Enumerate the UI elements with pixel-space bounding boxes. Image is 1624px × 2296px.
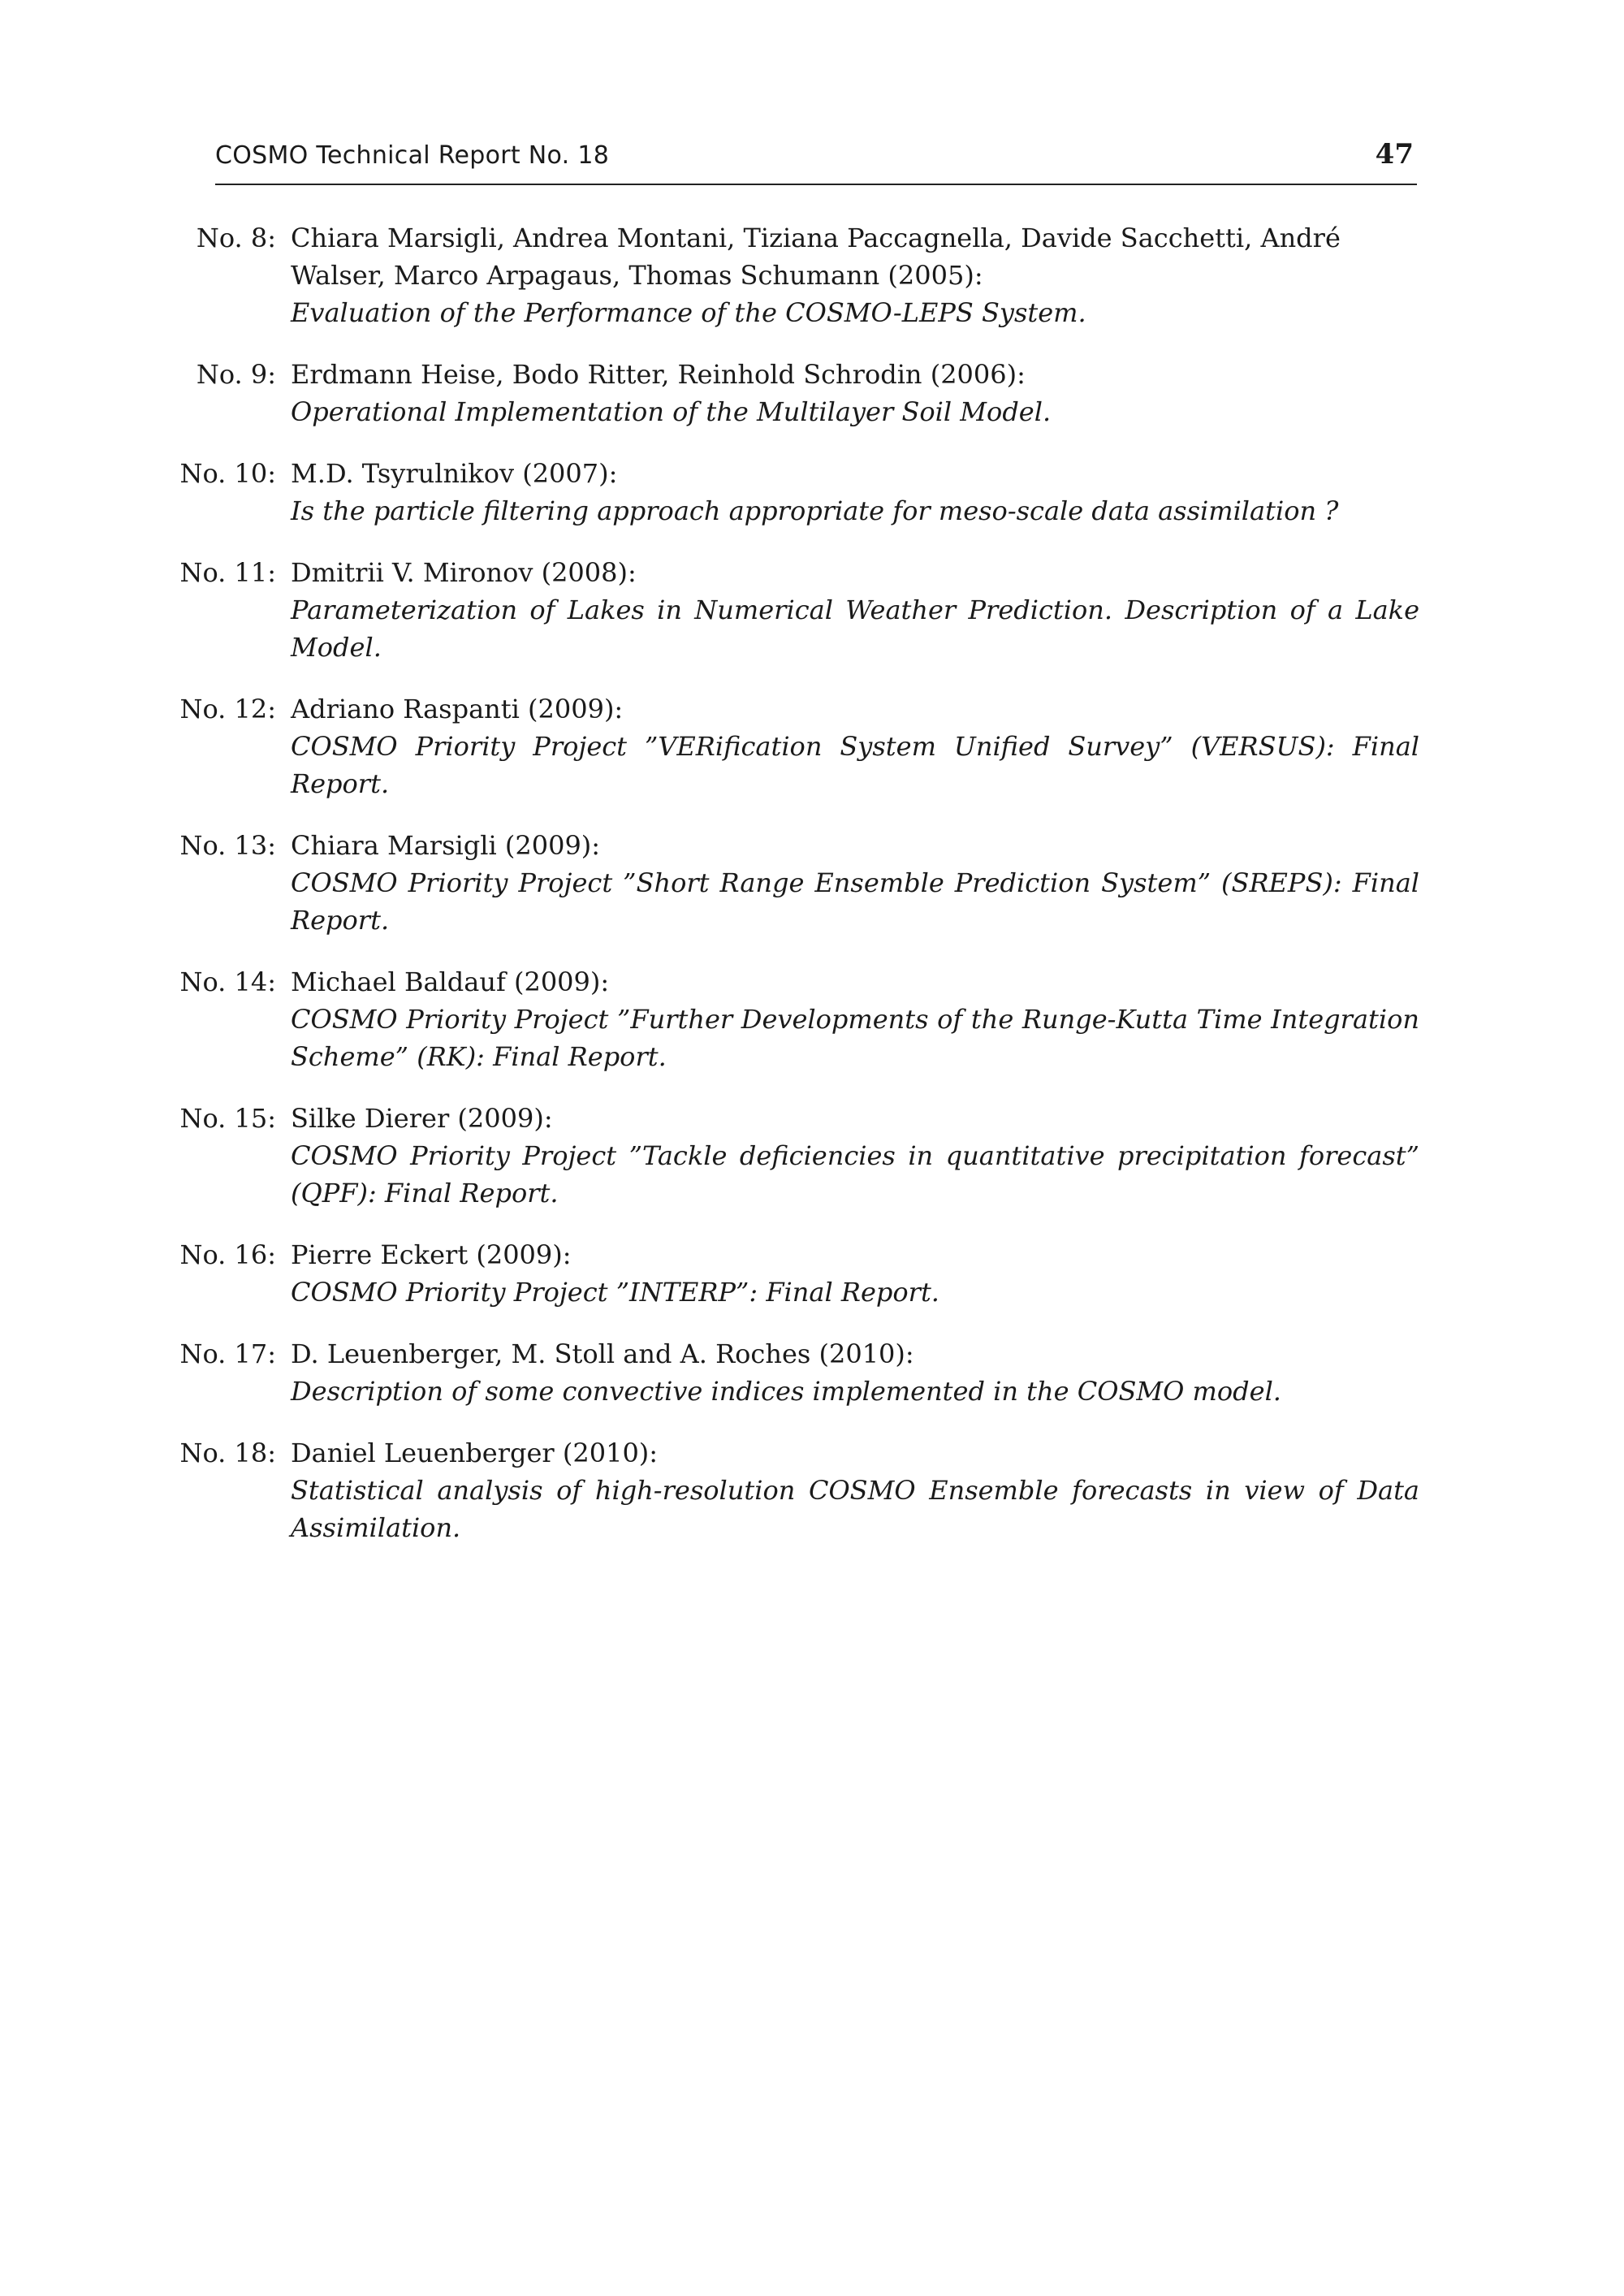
entry-body — [291, 690, 1419, 802]
running-header — [215, 138, 1417, 185]
entry-authors: Michael Baldauf (2009): — [291, 966, 610, 997]
entry-authors: Silke Dierer (2009): — [291, 1103, 553, 1134]
entry-body — [291, 356, 1419, 430]
entry-title: COSMO Priority Project ”Short Range Ensemble Prediction System” (SREPS): Final Report. — [291, 867, 1419, 936]
entry-number: No. 10: — [179, 458, 276, 489]
entry-authors: Adriano Raspanti (2009): — [291, 694, 624, 724]
entry-title: COSMO Priority Project ”VERification System Unified Survey” (VERSUS): Final Report. — [291, 731, 1419, 799]
entry-body — [291, 1335, 1419, 1410]
entry-body — [291, 1100, 1419, 1212]
entry-authors: Erdmann Heise, Bodo Ritter, Reinhold Schrodin (2006): — [291, 359, 1026, 390]
entry-authors: Dmitrii V. Mironov (2008): — [291, 557, 637, 588]
entry-title: Evaluation of the Performance of the COSMO-LEPS System. — [291, 297, 1086, 328]
entry-number: No. 14: — [179, 966, 276, 997]
entry-body — [291, 1236, 1419, 1311]
entry-title: COSMO Priority Project ”Further Developments of the Runge-Kutta Time Integration Scheme” (RK): Final Report. — [291, 1004, 1419, 1072]
entry-title: Parameterization of Lakes in Numerical Weather Prediction. Description of a Lake Model. — [291, 595, 1419, 663]
entry-authors: Pierre Eckert (2009): — [291, 1239, 572, 1270]
entry-number: No. 13: — [179, 830, 276, 861]
page-number: 47 — [1375, 138, 1414, 171]
running-title: COSMO Technical Report No. 18 — [215, 141, 610, 170]
entry-number: No. 11: — [179, 557, 276, 588]
entry-number: No. 16: — [179, 1239, 276, 1270]
entry-title: COSMO Priority Project ”INTERP”: Final Report. — [291, 1277, 939, 1308]
entry-body — [291, 554, 1419, 666]
entry-authors: M.D. Tsyrulnikov (2007): — [291, 458, 618, 489]
entry-authors: Daniel Leuenberger (2010): — [291, 1438, 659, 1468]
entry-body — [291, 963, 1419, 1075]
entry-authors: Chiara Marsigli (2009): — [291, 830, 601, 861]
entry-title: COSMO Priority Project ”Tackle deficiencies in quantitative precipitation forecast” (QPF): Final Report. — [291, 1140, 1419, 1209]
entry-body — [291, 219, 1419, 331]
entry-body — [291, 455, 1419, 530]
entry-number: No. 15: — [179, 1103, 276, 1134]
entry-title: Is the particle filtering approach appropriate for meso-scale data assimilation ? — [291, 495, 1339, 526]
entry-number: No. 9: — [196, 359, 276, 390]
entry-number: No. 12: — [179, 694, 276, 724]
entry-title: Operational Implementation of the Multilayer Soil Model. — [291, 396, 1052, 427]
entry-title: Statistical analysis of high-resolution COSMO Ensemble forecasts in view of Data Assimilation. — [291, 1475, 1419, 1543]
entry-body — [291, 1434, 1419, 1546]
entry-authors: Chiara Marsigli, Andrea Montani, Tiziana Paccagnella, Davide Sacchetti, André Walser, Marco Arpagaus, Thomas Schumann (2005): — [291, 223, 1341, 291]
entry-body — [291, 827, 1419, 939]
entry-number: No. 8: — [196, 223, 276, 253]
entry-number: No. 17: — [179, 1338, 276, 1369]
entry-number: No. 18: — [179, 1438, 276, 1468]
entry-authors: D. Leuenberger, M. Stoll and A. Roches (2010): — [291, 1338, 914, 1369]
entry-title: Description of some convective indices implemented in the COSMO model. — [291, 1376, 1281, 1407]
